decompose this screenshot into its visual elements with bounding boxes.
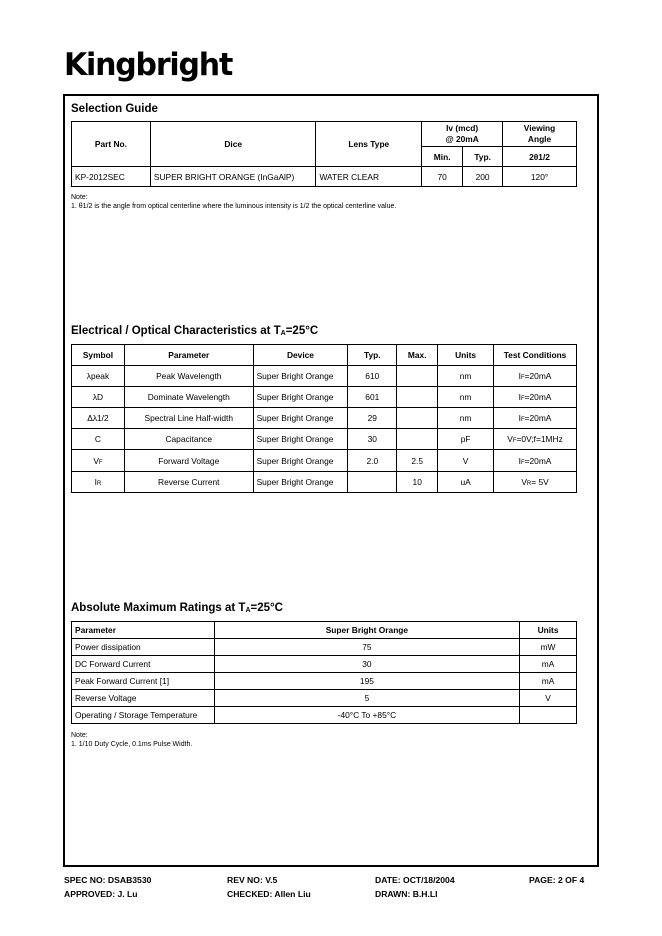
header-typ: Typ.	[463, 147, 503, 167]
selection-note	[71, 193, 396, 211]
cell-units: nm	[438, 408, 494, 429]
cell-units	[520, 707, 577, 724]
cell-units: pF	[438, 429, 494, 450]
absolute-title	[71, 603, 283, 615]
absolute-title-suffix: =25°C	[250, 602, 283, 614]
cell-parameter: Peak Forward Current [1]	[72, 673, 215, 690]
condition-prefix: V	[507, 434, 513, 444]
cell-test-condition	[494, 408, 577, 429]
absolute-title-prefix: Absolute Maximum Ratings at T	[71, 602, 246, 614]
symbol-text: V	[93, 455, 99, 466]
cell-max: 2.5	[397, 450, 438, 472]
condition-prefix: I	[518, 392, 521, 402]
symbol-subscript: R	[96, 481, 102, 487]
cell-max: 10	[397, 472, 438, 493]
cell-angle: 120°	[503, 167, 577, 187]
cell-min: 70	[422, 167, 463, 187]
cell-typ	[348, 472, 397, 493]
cell-value: 30	[214, 656, 519, 673]
selection-guide-table	[71, 121, 577, 187]
table-row	[72, 450, 577, 472]
cell-typ: 610	[348, 366, 397, 387]
header-parameter: Parameter	[72, 622, 215, 639]
condition-prefix: I	[518, 455, 521, 466]
footer-approved: APPROVED: J. Lu	[64, 889, 138, 899]
cell-device: Super Bright Orange	[253, 387, 348, 408]
cell-parameter: Forward Voltage	[124, 450, 253, 472]
condition-subscript: F	[520, 375, 525, 381]
electrical-title	[71, 326, 318, 338]
footer-rev-no: REV NO: V.5	[227, 875, 278, 885]
table-row	[72, 656, 577, 673]
electrical-title-prefix: Electrical / Optical Characteristics at T	[71, 325, 281, 337]
header-test-conditions: Test Conditions	[494, 345, 577, 366]
footer-drawn: DRAWN: B.H.LI	[375, 889, 438, 899]
header-iv	[422, 122, 503, 147]
cell-max	[397, 366, 438, 387]
header-device: Device	[253, 345, 348, 366]
cell-units: V	[520, 690, 577, 707]
cell-test-condition	[494, 472, 577, 493]
table-row	[72, 429, 577, 450]
header-part-no: Part No.	[72, 122, 151, 167]
cell-lens: WATER CLEAR	[316, 167, 422, 187]
cell-value: 75	[214, 639, 519, 656]
header-symbol: Symbol	[72, 345, 125, 366]
cell-value: -40°C To +85°C	[214, 707, 519, 724]
cell-units: mA	[520, 673, 577, 690]
condition-prefix: I	[518, 413, 521, 423]
footer-date: DATE: OCT/18/2004	[375, 875, 455, 885]
cell-parameter: Power dissipation	[72, 639, 215, 656]
note-label: Note:	[71, 732, 88, 739]
footer-spec-no: SPEC NO: DSAB3530	[64, 875, 152, 885]
condition-subscript: F	[520, 396, 525, 402]
table-row	[72, 472, 577, 493]
cell-dice: SUPER BRIGHT ORANGE (InGaAlP)	[150, 167, 316, 187]
cell-value: 195	[214, 673, 519, 690]
cell-device: Super Bright Orange	[253, 472, 348, 493]
kingbright-logo: Kingbright	[64, 46, 233, 84]
table-row	[72, 707, 577, 724]
cell-max	[397, 429, 438, 450]
cell-typ: 30	[348, 429, 397, 450]
cell-parameter: Reverse Current	[124, 472, 253, 493]
table-row	[72, 690, 577, 707]
header-max: Max.	[397, 345, 438, 366]
electrical-table	[71, 344, 577, 493]
note-text: 1. θ1/2 is the angle from optical centerline where the luminous intensity is 1/2 the optical centerline value.	[71, 203, 397, 210]
header-angle-line2: Angle	[527, 134, 552, 144]
condition-text: =20mA	[524, 455, 552, 466]
cell-units: nm	[438, 366, 494, 387]
cell-parameter: Peak Wavelength	[124, 366, 253, 387]
cell-device: Super Bright Orange	[253, 450, 348, 472]
cell-test-condition	[494, 387, 577, 408]
header-units: Units	[438, 345, 494, 366]
cell-units: mW	[520, 639, 577, 656]
cell-parameter: Dominate Wavelength	[124, 387, 253, 408]
header-iv-line1: Iv (mcd)	[446, 123, 479, 133]
condition-subscript: F	[512, 438, 517, 444]
cell-parameter: DC Forward Current	[72, 656, 215, 673]
absolute-ratings-table	[71, 621, 577, 724]
cell-test-condition	[494, 450, 577, 472]
condition-prefix: I	[518, 371, 521, 381]
cell-device: Super Bright Orange	[253, 429, 348, 450]
cell-typ: 601	[348, 387, 397, 408]
cell-typ: 200	[463, 167, 503, 187]
header-units: Units	[520, 622, 577, 639]
absolute-title-sub: A	[245, 607, 251, 614]
condition-text: =20mA	[524, 392, 552, 402]
table-row	[72, 366, 577, 387]
condition-text: =0V;f=1MHz	[516, 434, 563, 444]
cell-part: KP-2012SEC	[72, 167, 151, 187]
cell-units: nm	[438, 387, 494, 408]
cell-units: mA	[520, 656, 577, 673]
condition-subscript: F	[520, 417, 525, 423]
symbol-text: I	[94, 477, 97, 487]
table-row	[72, 408, 577, 429]
cell-symbol	[72, 408, 125, 429]
cell-value: 5	[214, 690, 519, 707]
note-text: 1. 1/10 Duty Cycle, 0.1ms Pulse Width.	[71, 741, 193, 748]
symbol-text: λD	[92, 392, 104, 402]
table-row	[72, 387, 577, 408]
cell-symbol	[72, 429, 125, 450]
header-iv-line2: @ 20mA	[445, 134, 479, 144]
header-viewing-angle	[503, 122, 577, 147]
header-typ: Typ.	[348, 345, 397, 366]
header-angle-symbol: 2θ1/2	[503, 147, 577, 167]
footer-page: PAGE: 2 OF 4	[529, 875, 585, 885]
header-dice: Dice	[150, 122, 316, 167]
symbol-text: Δλ1/2	[87, 413, 109, 423]
cell-typ: 29	[348, 408, 397, 429]
cell-parameter: Operating / Storage Temperature	[72, 707, 215, 724]
symbol-text: C	[94, 434, 101, 444]
electrical-title-sub: A	[280, 330, 286, 337]
header-angle-line1: Viewing	[523, 123, 556, 133]
table-row	[72, 639, 577, 656]
cell-max	[397, 408, 438, 429]
cell-units: uA	[438, 472, 494, 493]
condition-subscript: F	[520, 459, 525, 466]
condition-text: =20mA	[524, 371, 552, 381]
condition-subscript: R	[526, 481, 532, 487]
absolute-note	[71, 731, 192, 749]
header-super-bright-orange: Super Bright Orange	[214, 622, 519, 639]
symbol-subscript: F	[98, 459, 103, 466]
table-row	[72, 167, 577, 187]
cell-parameter: Reverse Voltage	[72, 690, 215, 707]
cell-parameter: Capacitance	[124, 429, 253, 450]
table-row	[72, 673, 577, 690]
cell-max	[397, 387, 438, 408]
cell-device: Super Bright Orange	[253, 408, 348, 429]
cell-test-condition	[494, 429, 577, 450]
cell-units: V	[438, 450, 494, 472]
header-lens-type: Lens Type	[316, 122, 422, 167]
electrical-title-suffix: =25°C	[285, 325, 319, 337]
cell-device: Super Bright Orange	[253, 366, 348, 387]
cell-symbol	[72, 387, 125, 408]
symbol-text: λpeak	[86, 371, 110, 381]
condition-text: = 5V	[531, 477, 549, 487]
condition-text: =20mA	[524, 413, 552, 423]
header-min: Min.	[422, 147, 463, 167]
condition-prefix: V	[521, 477, 527, 487]
cell-symbol	[72, 450, 125, 472]
selection-guide-title: Selection Guide	[71, 103, 158, 115]
note-label: Note:	[71, 194, 88, 201]
header-parameter: Parameter	[124, 345, 253, 366]
footer-checked: CHECKED: Allen Liu	[227, 889, 311, 899]
cell-symbol	[72, 366, 125, 387]
cell-parameter: Spectral Line Half-width	[124, 408, 253, 429]
cell-test-condition	[494, 366, 577, 387]
cell-symbol	[72, 472, 125, 493]
cell-typ: 2.0	[348, 450, 397, 472]
